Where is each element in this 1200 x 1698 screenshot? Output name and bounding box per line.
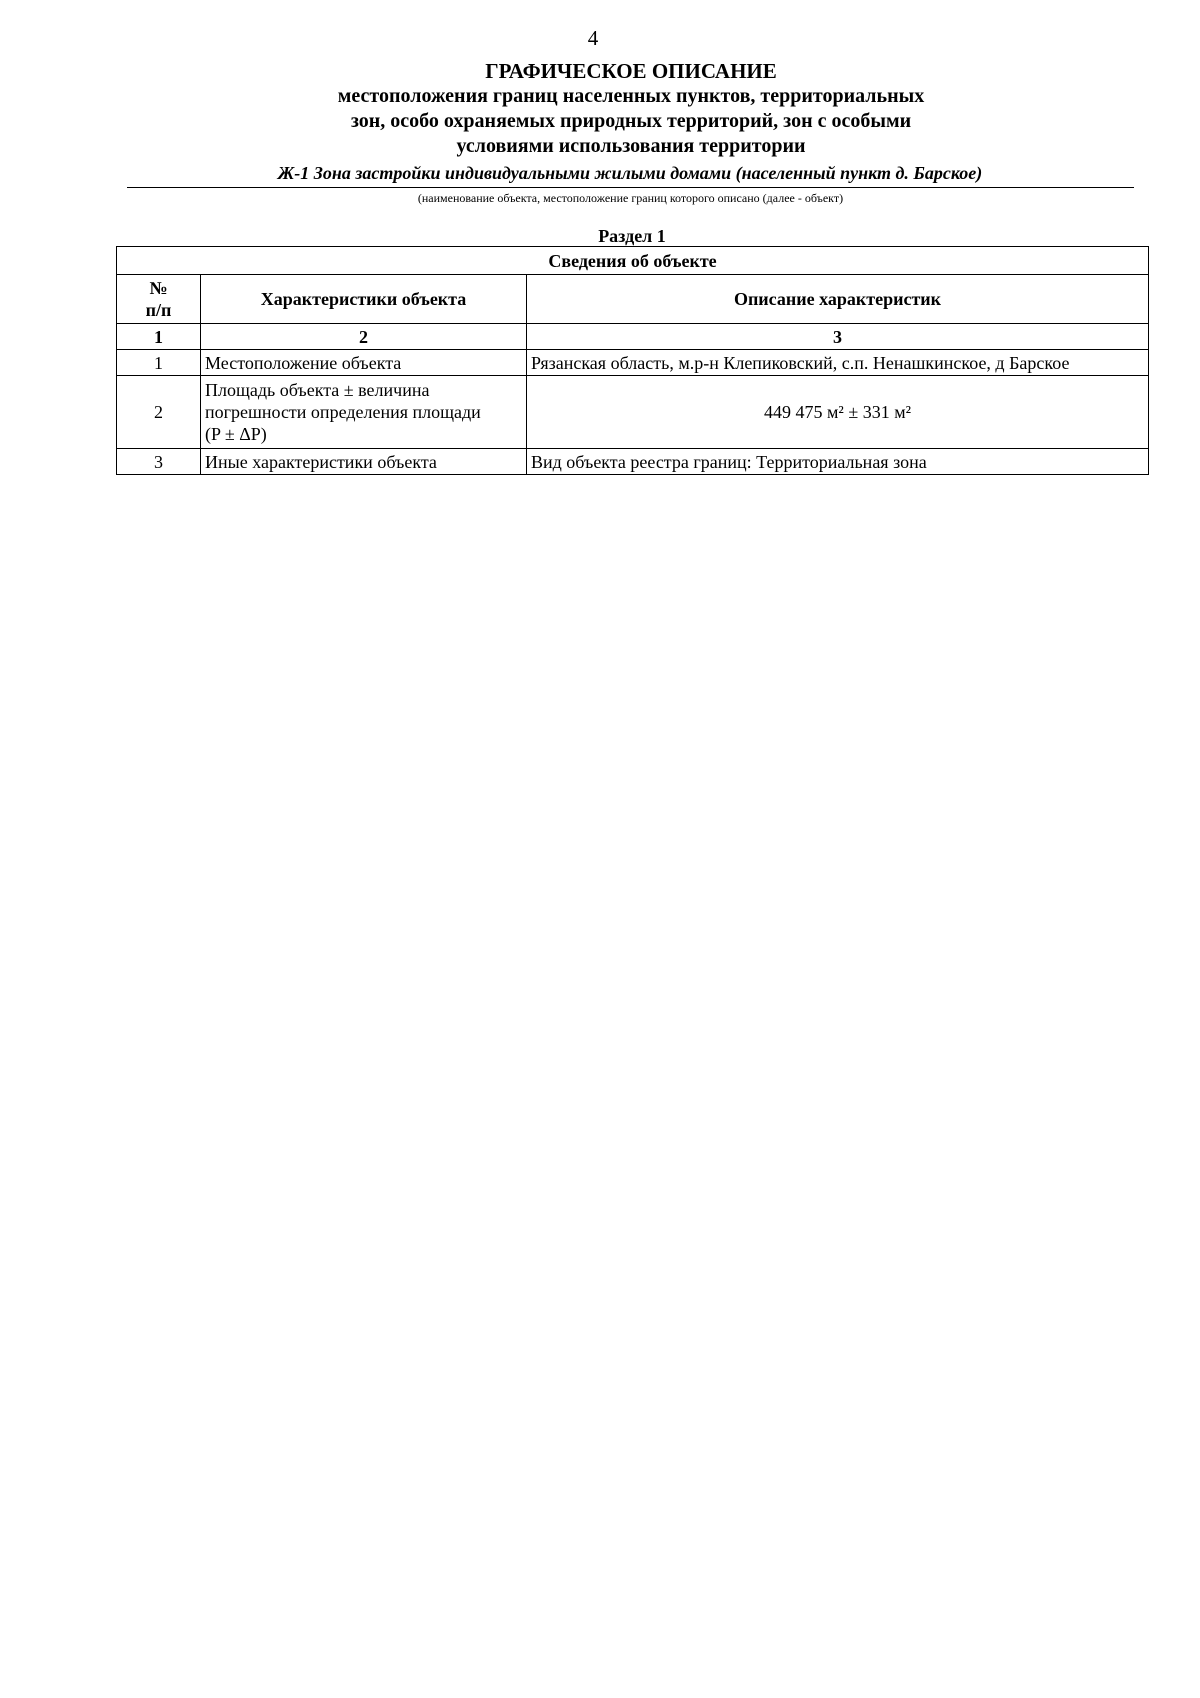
document-subtitle-line-2: зон, особо охраняемых природных территорий, зон с особыми [350,110,912,132]
row-number: 1 [117,350,201,376]
page-number: 4 [587,26,599,50]
column-header-number-line-2: п/п [145,300,172,320]
row-characteristic-line-2: погрешности определения площади [205,402,481,422]
table-row [117,350,1149,376]
row-characteristic: Местоположение объекта [201,350,527,376]
document-subtitle-line-1: местоположения границ населенных пунктов, территориальных [337,85,925,107]
object-name-caption: (наименование объекта, местоположение границ которого описано (далее - объект) [417,191,844,205]
row-number: 3 [117,449,201,475]
column-number: 1 [117,324,201,350]
table-row [117,449,1149,475]
section-title: Раздел 1 [598,226,666,246]
table-row [117,376,1149,449]
document-title: ГРАФИЧЕСКОЕ ОПИСАНИЕ [485,59,777,83]
object-info-table [116,246,1149,475]
column-number: 2 [201,324,527,350]
row-characteristic-line-1: Площадь объекта ± величина [205,380,430,400]
object-name-underline [127,187,1134,188]
document-subtitle-line-3: условиями использования территории [456,135,806,157]
row-description: Вид объекта реестра границ: Территориальная зона [527,449,1149,475]
row-number: 2 [117,376,201,449]
table-caption: Сведения об объекте [117,247,1149,275]
row-characteristic-line-3: (P ± ΔP) [205,424,267,444]
table-caption-row [117,247,1149,275]
row-characteristic [201,376,527,449]
document-header [0,58,1200,159]
row-description: 449 475 м² ± 331 м² [527,376,1149,449]
column-number: 3 [527,324,1149,350]
column-header-number-line-1: № [149,278,168,298]
column-header-number [117,275,201,324]
object-name: Ж-1 Зона застройки индивидуальными жилыми домами (населенный пункт д. Барское) [277,163,983,183]
row-characteristic: Иные характеристики объекта [201,449,527,475]
column-numbers-row [117,324,1149,350]
column-header-description: Описание характеристик [527,275,1149,324]
row-description: Рязанская область, м.р-н Клепиковский, с.п. Ненашкинское, д Барское [527,350,1149,376]
table-header-row [117,275,1149,324]
column-header-characteristic: Характеристики объекта [201,275,527,324]
